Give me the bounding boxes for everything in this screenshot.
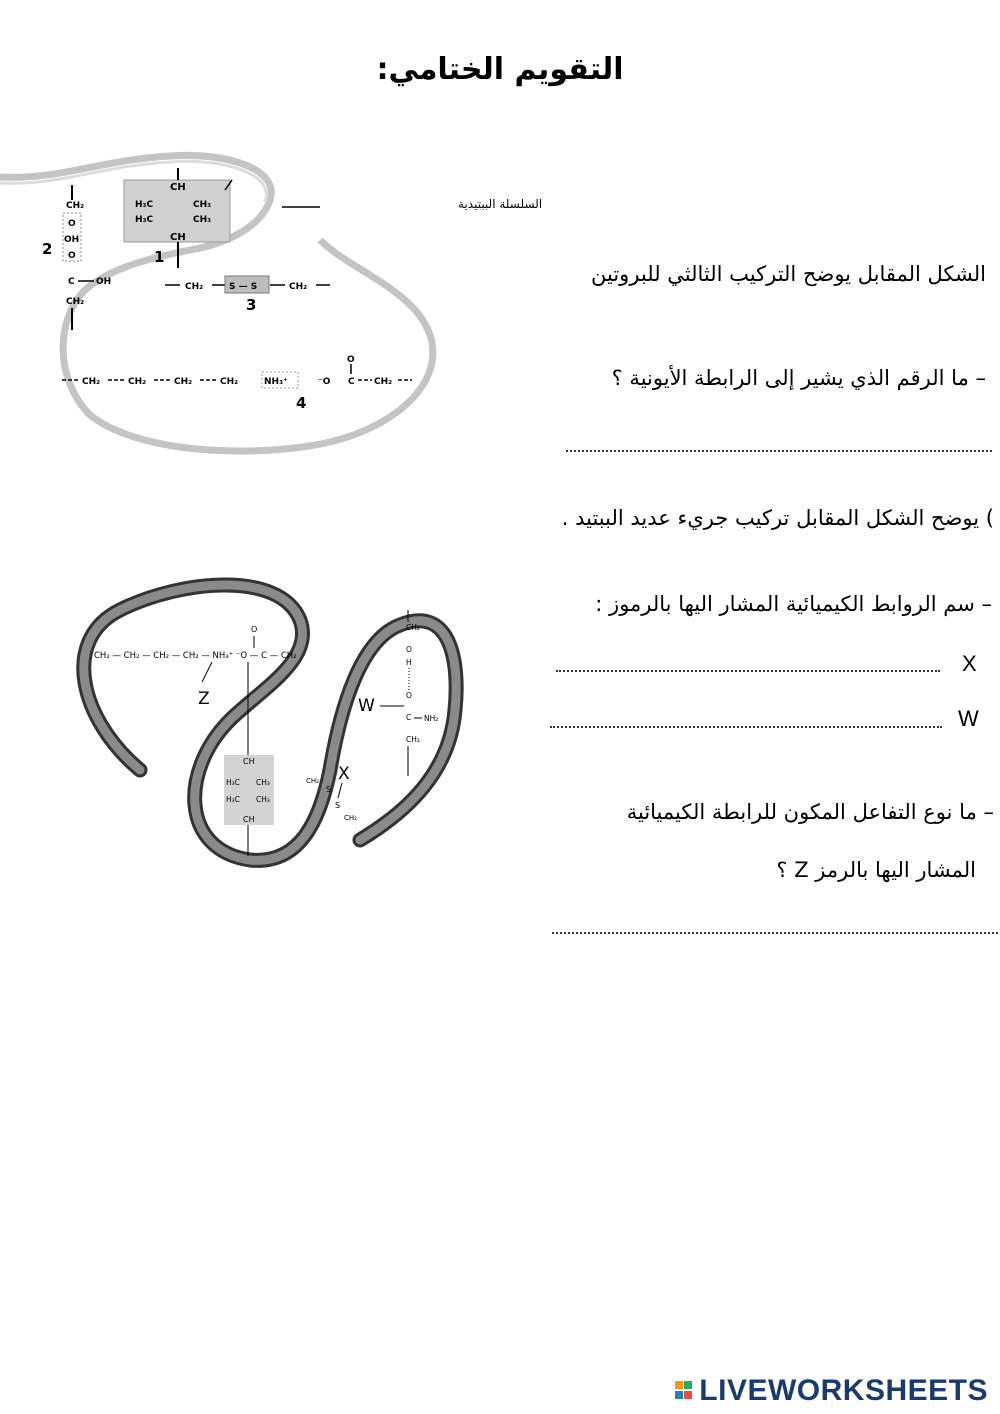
liveworksheets-logo-text: LIVEWORKSHEETS bbox=[699, 1374, 988, 1407]
formula-ch: CH bbox=[243, 757, 255, 766]
answer-line-x[interactable] bbox=[556, 670, 940, 672]
number-2: 2 bbox=[42, 240, 53, 258]
formula-ch2: CH₂ bbox=[344, 814, 357, 822]
formula-ch3: CH₃ bbox=[256, 778, 270, 787]
tertiary-structure-figure bbox=[0, 150, 543, 460]
answer-line-1[interactable] bbox=[566, 450, 992, 452]
polypeptide-figure bbox=[60, 580, 480, 870]
formula-nh2: NH₂ bbox=[424, 714, 439, 723]
liveworksheets-logo-icon bbox=[675, 1379, 695, 1403]
formula-oh: OH bbox=[64, 235, 80, 245]
formula-h: H bbox=[406, 658, 412, 667]
answer-line-w[interactable] bbox=[550, 726, 942, 728]
formula-ch2: CH₂ bbox=[185, 282, 204, 292]
formula-ch: CH bbox=[170, 232, 186, 243]
formula-o: O bbox=[68, 219, 76, 229]
formula-oh: OH bbox=[96, 277, 112, 287]
formula-o: O bbox=[68, 251, 76, 261]
formula-o: O bbox=[406, 691, 412, 700]
page-title: التقويم الختامي: bbox=[376, 52, 624, 87]
formula-ch2: CH₂ bbox=[289, 282, 308, 292]
formula-ch: CH bbox=[243, 815, 255, 824]
formula-ch: CH bbox=[170, 182, 186, 193]
question-2-intro: ) يوضح الشكل المقابل تركيب جريء عديد الببتيد . bbox=[561, 506, 994, 530]
formula-h3c: H₃C bbox=[135, 200, 154, 210]
formula-ch2: CH₂ bbox=[306, 777, 319, 785]
question-3-line1: – ما نوع التفاعل المكون للرابطة الكيميائية bbox=[626, 800, 994, 824]
symbol-x-label: X bbox=[962, 651, 977, 676]
formula-ch2: CH₂ bbox=[66, 201, 85, 211]
answer-line-3[interactable] bbox=[552, 932, 998, 934]
formula-nh3: NH₃⁺ bbox=[264, 377, 288, 387]
formula-s: S bbox=[326, 785, 332, 794]
formula-h3c: H₃C bbox=[226, 778, 240, 787]
formula-c: C bbox=[406, 713, 412, 722]
number-4: 4 bbox=[296, 394, 307, 412]
formula-o: O bbox=[251, 625, 258, 634]
formula-s-s: S — S bbox=[229, 282, 258, 292]
symbol-w-label: W bbox=[958, 706, 979, 731]
formula-ch2: CH₂ bbox=[220, 377, 239, 387]
question-2-sub: – سم الروابط الكيميائية المشار اليها بالرموز : bbox=[595, 592, 992, 616]
formula-ch2: CH₂ bbox=[66, 297, 85, 307]
peptide-chain-label: السلسلة الببتيدية bbox=[458, 197, 543, 211]
symbol-w: W bbox=[358, 696, 375, 716]
liveworksheets-logo bbox=[675, 1374, 988, 1408]
formula-s: S bbox=[335, 801, 341, 810]
formula-ch3: CH₃ bbox=[193, 215, 212, 225]
number-1: 1 bbox=[154, 248, 165, 266]
formula-h3c: H₃C bbox=[226, 795, 240, 804]
symbol-x: X bbox=[338, 764, 350, 784]
formula-ch2: CH₂ bbox=[174, 377, 193, 387]
formula-h3c: H₃C bbox=[135, 215, 154, 225]
formula-o-minus: ⁻O bbox=[318, 377, 331, 387]
number-3: 3 bbox=[246, 296, 257, 314]
formula-ch2: CH₂ bbox=[406, 735, 420, 744]
question-1-sub: – ما الرقم الذي يشير إلى الرابطة الأيونية ؟ bbox=[611, 366, 986, 390]
formula-ch2: CH₂ bbox=[128, 377, 147, 387]
formula-o: O bbox=[406, 645, 412, 654]
polypeptide-chain-formula: CH₂ — CH₂ — CH₂ — CH₂ — NH₃⁺ ⁻O — C — CH₂ bbox=[94, 651, 297, 661]
formula-o: O bbox=[347, 355, 355, 365]
symbol-z: Z bbox=[198, 689, 210, 709]
formula-ch3: CH₃ bbox=[256, 795, 270, 804]
formula-ch3: CH₃ bbox=[193, 200, 212, 210]
formula-c: C bbox=[68, 277, 75, 287]
question-3-line2: المشار اليها بالرمز Z ؟ bbox=[776, 858, 976, 882]
formula-ch2: CH₂ bbox=[406, 623, 420, 632]
formula-ch2: CH₂ bbox=[374, 377, 393, 387]
question-1-intro: الشكل المقابل يوضح التركيب الثالثي للبروتين bbox=[591, 262, 986, 286]
formula-c: C bbox=[348, 377, 355, 387]
formula-ch2: CH₂ bbox=[82, 377, 101, 387]
